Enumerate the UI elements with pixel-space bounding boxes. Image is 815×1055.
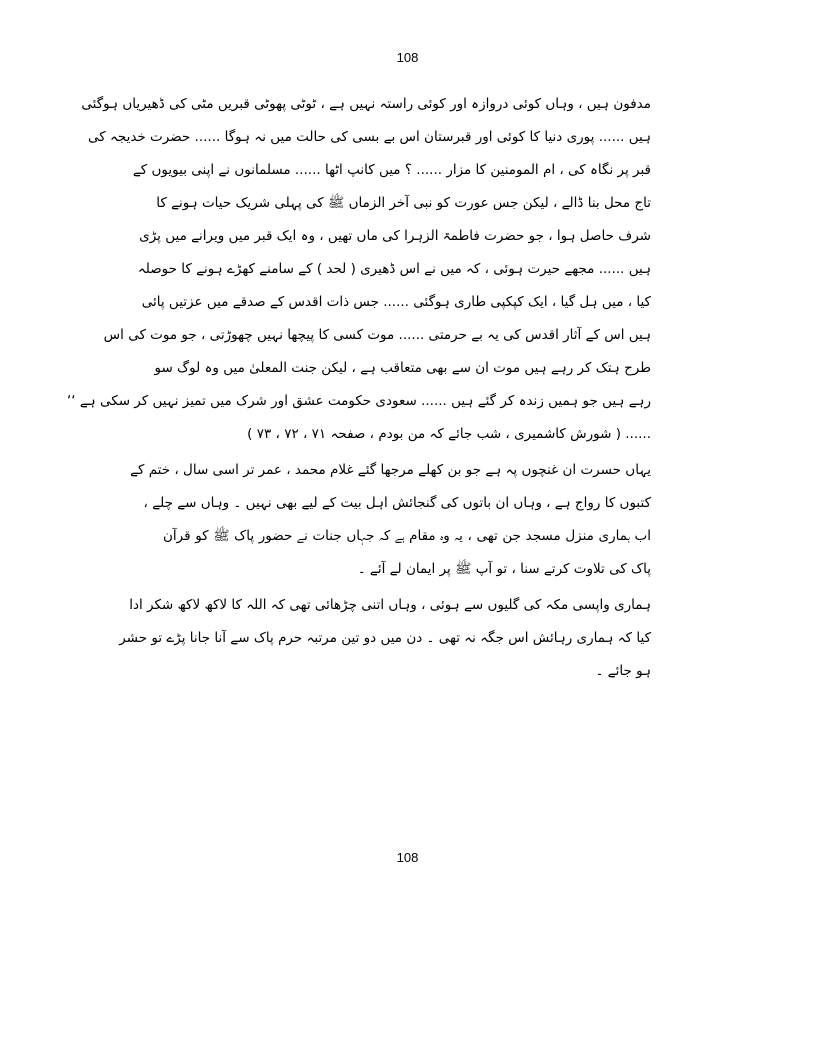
text-line: ہیں اس کے آثار اقدس کی یہ بے حرمتی ...... موت کسی کا پیچھا نہیں چھوڑتی ، جو موت کی اس xyxy=(103,327,651,343)
paragraph-3 xyxy=(119,589,651,688)
citation-line: ...... ( شورش کاشمیری ، شب جائے کہ من بودم ، صفحہ ۷۱ ، ۷۲ ، ۷۳ ) xyxy=(247,426,651,442)
text-line: مدفون ہیں ، وہاں کوئی دروازہ اور کوئی راستہ نہیں ہے ، ٹوٹی پھوٹی قبریں مٹی کی ڈھیریاں ہوگئی xyxy=(81,96,651,112)
text-line: قبر پر نگاہ کی ، ام المومنین کا مزار ...... ؟ میں کانپ اٹھا ...... مسلمانوں نے اپنی بیویوں کے xyxy=(132,162,651,178)
text-line: شرف حاصل ہوا ، جو حضرت فاطمۃ الزہرا کی ماں تھیں ، وہ ایک قبر میں ویرانے میں پڑی xyxy=(139,228,651,244)
paragraph-2 xyxy=(130,454,651,586)
text-line: ہیں ...... پوری دنیا کا کوئی اور قبرستان اس بے بسی کی حالت میں نہ ہوگا ...... حضرت خدیجہ کی xyxy=(87,129,651,145)
body-text xyxy=(67,88,651,688)
text-line: کیا کہ ہماری رہائش اس جگہ نہ تھی ۔ دن میں دو تین مرتبہ حرم پاک سے آنا جانا پڑے تو حشر xyxy=(119,630,651,646)
text-line: طرح ہتک کر رہے ہیں موت ان سے بھی متعاقب ہے ، لیکن جنت المعلیٰ میں وہ لوگ سو xyxy=(154,360,651,376)
text-line: ہماری واپسی مکہ کی گلیوں سے ہوئی ، وہاں اتنی چڑھائی تھی کہ اللہ کا لاکھ لاکھ شکر ادا xyxy=(129,597,651,613)
text-line: رہے ہیں جو ہمیں زندہ کر گئے ہیں ...... سعودی حکومت عشق اور شرک میں تمیز نہیں کر سکی ہے ‘‘ xyxy=(67,393,651,409)
text-line: پاک کی تلاوت کرتے سنا ، تو آپ ﷺ پر ایمان لے آئے ۔ xyxy=(357,561,651,577)
text-line: ہیں ...... مجھے حیرت ہوئی ، کہ میں نے اس ڈھیری ( لحد ) کے سامنے کھڑے ہونے کا حوصلہ xyxy=(137,261,651,277)
page-number-top: 108 xyxy=(396,50,419,65)
page-number-bottom: 108 xyxy=(396,850,419,865)
text-line: کتبوں کا رواج ہے ، وہاں ان باتوں کی گنجائش اہل بیت کے لیے بھی نہیں ۔ وہاں سے چلے ، xyxy=(143,495,651,511)
paragraph-1 xyxy=(67,88,651,451)
text-line: ہو جائے ۔ xyxy=(595,663,651,679)
text-line: کیا ، میں ہل گیا ، ایک کپکپی طاری ہوگئی ...... جس ذات اقدس کے صدقے میں عزتیں پائی xyxy=(141,294,651,310)
text-line: اب ہماری منزل مسجد جن تھی ، یہ وہ مقام ہے کہ جہاں جنات نے حضور پاک ﷺ کو قرآن xyxy=(163,528,651,544)
text-line: یہاں حسرت ان غنچوں پہ ہے جو بن کھلے مرجھا گئے غلام محمد ، عمر تر اسی سال ، ختم کے xyxy=(130,462,651,478)
text-line: تاج محل بنا ڈالے ، لیکن جس عورت کو نبی آخر الزماں ﷺ کی پہلی شریک حیات ہونے کا xyxy=(156,195,651,211)
